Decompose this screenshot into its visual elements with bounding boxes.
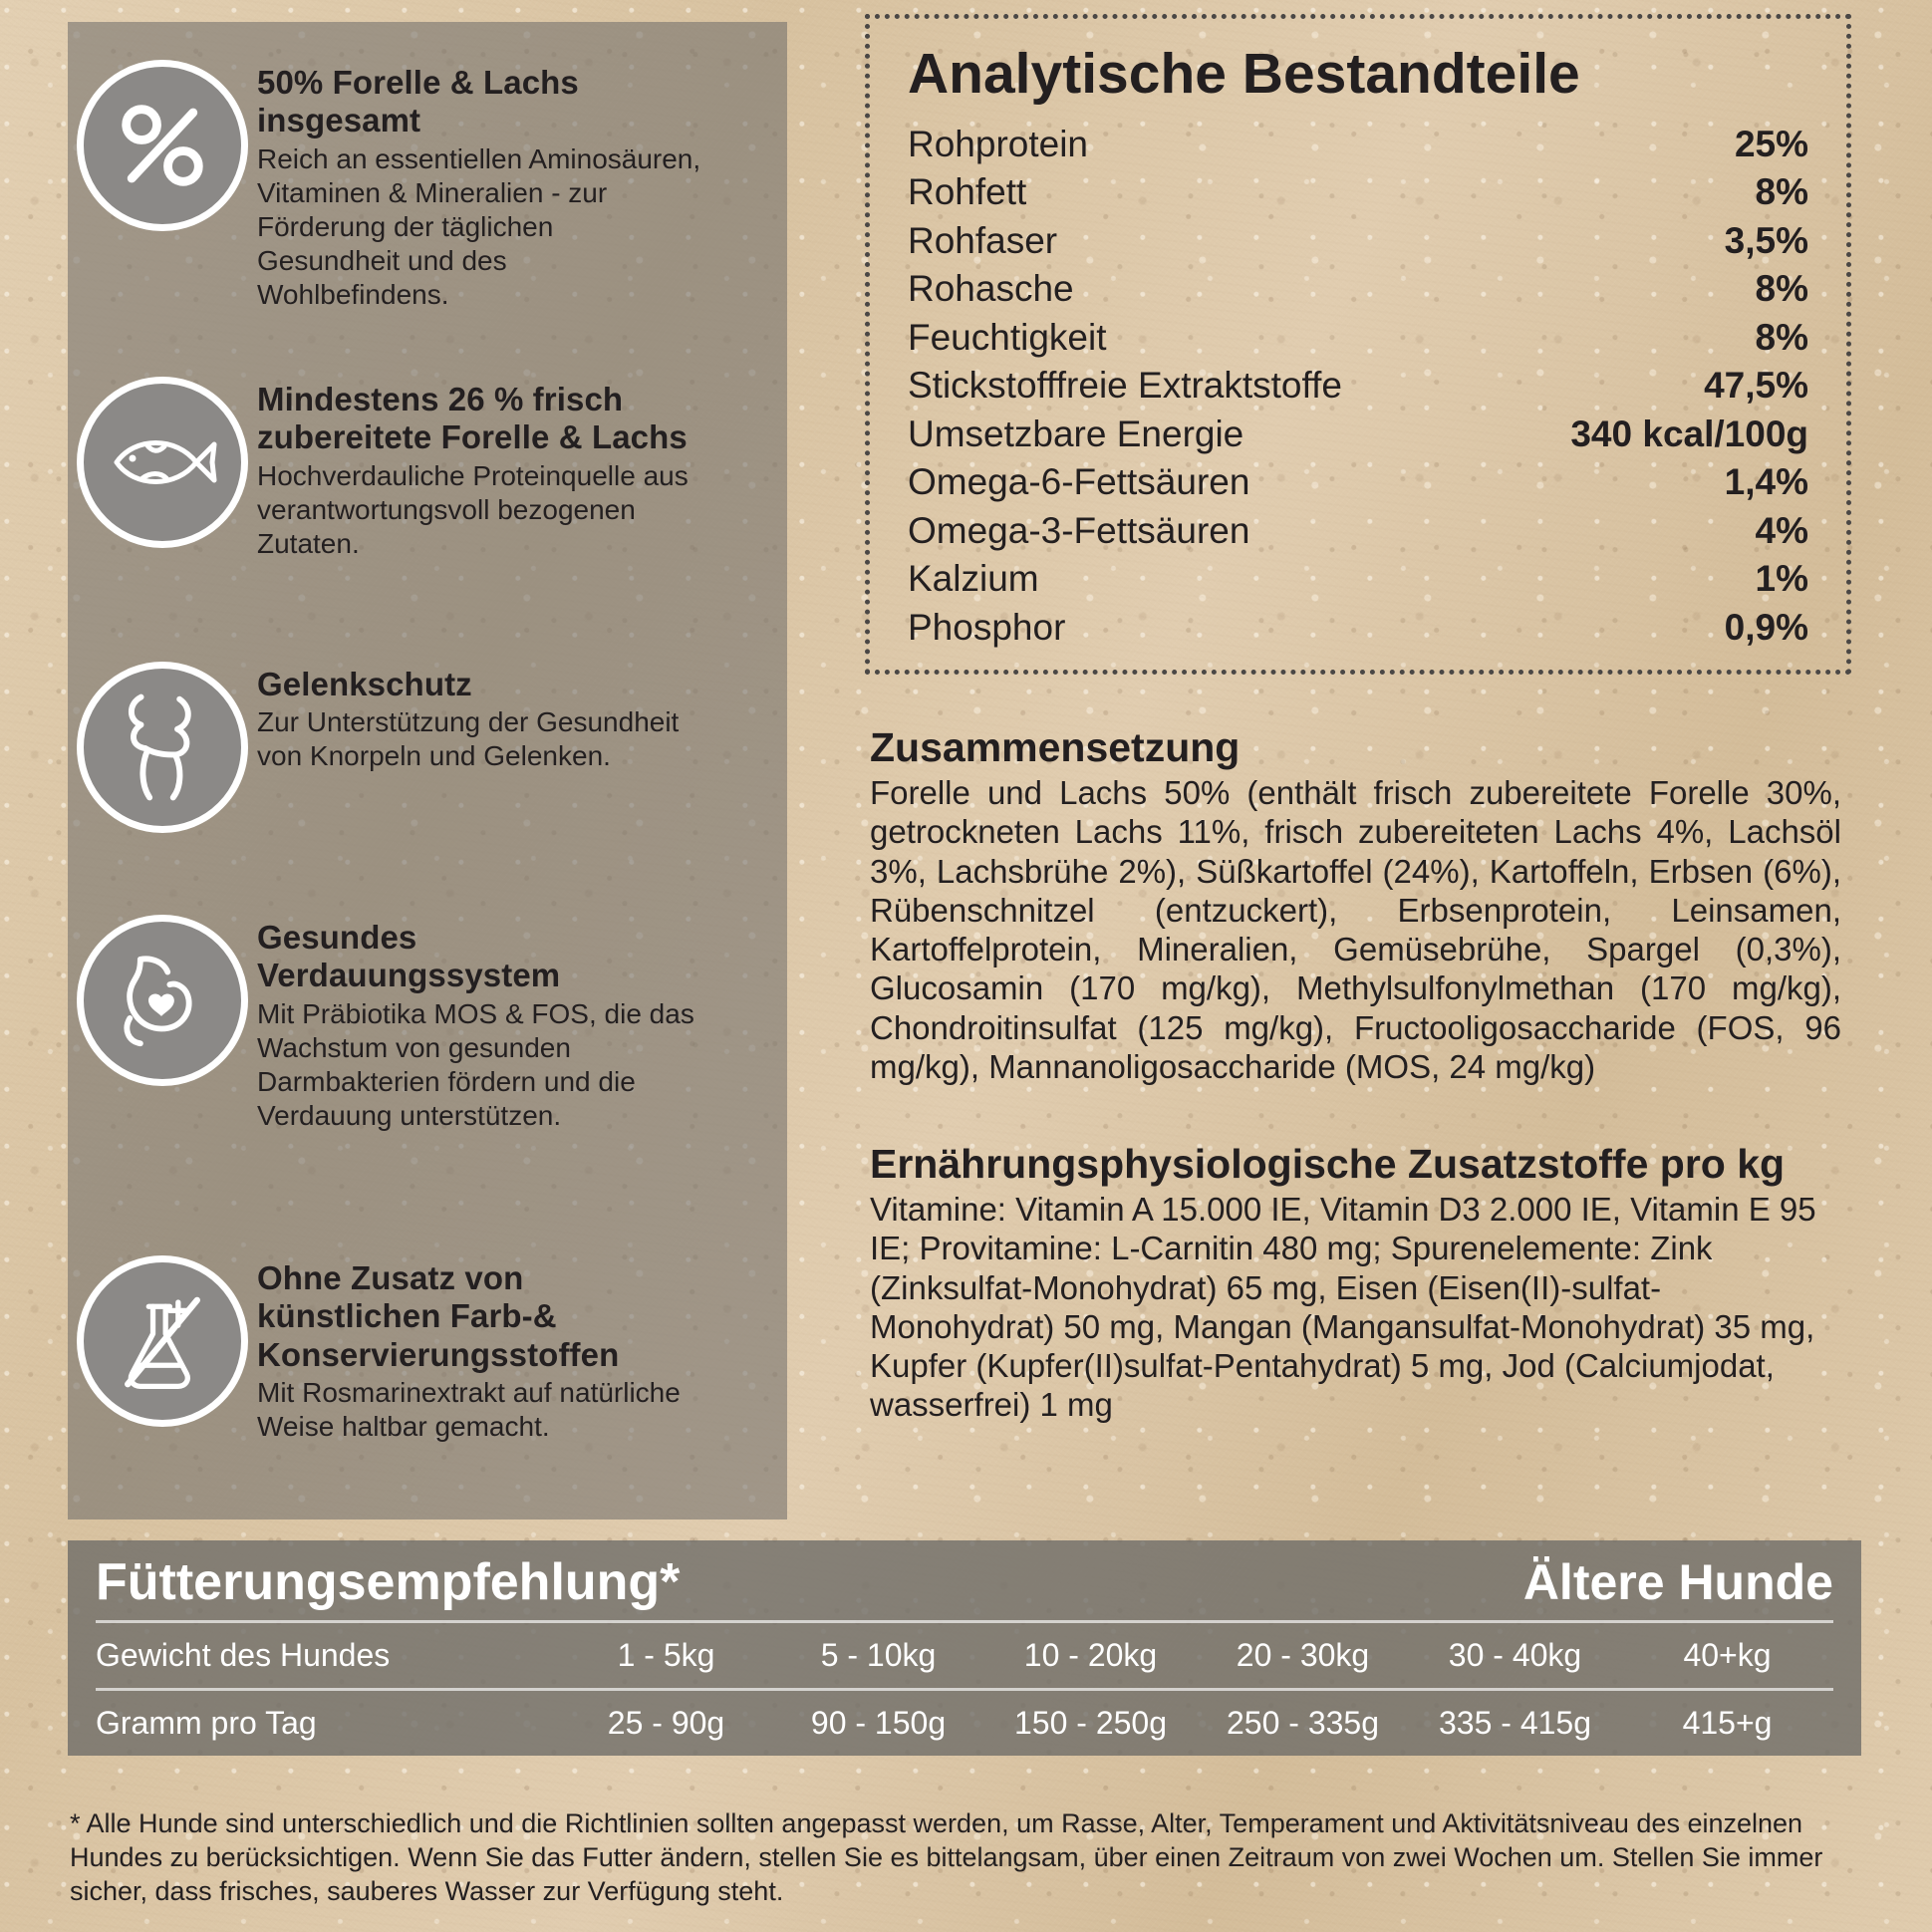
table-row [900,265,1816,313]
stomach-heart-icon [77,915,248,1086]
benefit-title: Gesundes Verdauungssystem [257,919,561,994]
nutrient-label: Omega-6-Fettsäuren [908,461,1250,503]
feeding-guide-table [68,1540,1861,1756]
percent-icon-wrap [68,54,257,231]
nutrient-label: Rohasche [908,268,1074,310]
benefit-text [257,371,787,561]
joint-icon-wrap [68,656,257,833]
table-cell: 335 - 415g [1438,1705,1591,1741]
table-row [900,604,1816,652]
benefit-item-digestion [68,909,787,1133]
composition-title: Zusammensetzung [870,724,1241,770]
benefit-title: Ohne Zusatz von künstlichen Farb-& Konservierungsstoffen [257,1259,620,1373]
table-cell: 40+kg [1683,1637,1772,1673]
benefit-title: Gelenkschutz [257,666,472,702]
nutrient-value: 0,9% [1724,606,1808,648]
nutrient-value: 8% [1755,268,1808,310]
weight-cells [560,1637,1833,1674]
table-row [900,314,1816,362]
table-row [900,168,1816,216]
analytical-constituents-box [865,14,1851,675]
table-row [900,217,1816,265]
table-row-grams [68,1691,1861,1756]
table-cell: 5 - 10kg [820,1637,937,1673]
table-cell: 150 - 250g [1013,1705,1167,1741]
table-cell: 90 - 150g [810,1705,947,1741]
nutrient-value: 1,4% [1724,461,1808,503]
additives-title: Ernährungsphysiologische Zusatzstoffe pro kg [870,1141,1786,1187]
analytical-title: Analytische Bestandteile [908,42,1580,106]
benefit-item-percentage [68,54,787,312]
grams-row-label: Gramm pro Tag [96,1705,317,1741]
nutrient-value: 47,5% [1704,365,1808,407]
nutrient-label: Rohprotein [908,123,1089,164]
benefit-desc: Reich an essentiellen Aminosäuren, Vitaminen & Mineralien - zur Förderung der täglichen Gesundheit und des Wohlbefindens. [257,142,701,311]
table-row [900,507,1816,555]
nutrient-label: Phosphor [908,606,1066,648]
table-cell: 20 - 30kg [1236,1637,1370,1673]
feeding-header [68,1540,1861,1620]
nutrient-value: 1% [1755,558,1808,600]
grams-cells [560,1705,1833,1742]
benefit-item-fresh-fish [68,371,787,561]
benefits-panel [68,22,787,1519]
table-row [900,411,1816,458]
benefit-text [257,54,787,312]
footnote-text: * Alle Hunde sind unterschiedlich und die Richtlinien sollten angepasst werden, um Rasse, Alter, Temperament und Aktivitätsniveau des einzelnen Hundes zu berücksichtigen. Wenn Sie das Futter ändern, stellen Sie es bittelangsam, über einen Zeitraum von zwei Wochen um. Stellen Sie immer sicher, dass frisches, sauberes Wasser zur Verfügung steht. [70,1808,1823,1906]
table-cell: 250 - 335g [1226,1705,1379,1741]
table-row-weight [68,1623,1861,1688]
fish-icon [77,377,248,548]
nutrient-label: Kalzium [908,558,1039,600]
percent-icon [77,60,248,231]
composition-body: Forelle und Lachs 50% (enthält frisch zubereitete Forelle 30%, getrockneten Lachs 11%, frisch zubereiteten Lachs 4%, Lachsöl 3%, Lachsbrühe 2%), Süßkartoffel (24%), Kartoffeln, Erbsen (6%), Rübenschnitzel (entzuckert), Erbsenprotein, Leinsamen, Kartoffelprotein, Mineralien, Gemüsebrühe, Spargel (0,3%), Glucosamin (170 mg/kg), Methylsulfonylmethan (170 mg/kg), Chondroitinsulfat (125 mg/kg), Fructooligosaccharide (FOS, 96 mg/kg), Mannanoligosaccharide (MOS, 24 mg/kg) [870,774,1841,1085]
benefit-desc: Hochverdauliche Proteinquelle aus verantwortungsvoll bezogenen Zutaten. [257,459,689,559]
benefit-desc: Zur Unterstützung der Gesundheit von Knorpeln und Gelenken. [257,706,680,772]
benefit-item-joint-care [68,656,787,833]
composition-section [870,724,1841,1086]
joint-icon [77,662,248,833]
benefit-title: 50% Forelle & Lachs insgesamt [257,64,579,139]
fish-icon-wrap [68,371,257,548]
benefit-desc: Mit Rosmarinextrakt auf natürliche Weise haltbar gemacht. [257,1376,681,1442]
nutrient-label: Feuchtigkeit [908,316,1107,358]
feeding-segment-label: Ältere Hunde [1522,1554,1833,1610]
nutrient-value: 8% [1755,316,1808,358]
nutrient-value: 25% [1734,123,1808,164]
benefit-text [257,1249,787,1444]
nutrient-value: 3,5% [1724,219,1808,261]
benefit-text [257,909,787,1133]
nutrient-value: 4% [1755,509,1808,551]
nutrient-label: Stickstofffreie Extraktstoffe [908,365,1342,407]
nutrient-label: Umsetzbare Energie [908,413,1244,454]
table-cell: 25 - 90g [607,1705,725,1741]
nutrient-label: Omega-3-Fettsäuren [908,509,1250,551]
table-cell: 415+g [1682,1705,1773,1741]
weight-row-label: Gewicht des Hundes [96,1637,391,1673]
no-chemicals-flask-icon [77,1255,248,1427]
table-row [900,362,1816,410]
feeding-title: Fütterungsempfehlung* [96,1553,681,1611]
benefit-desc: Mit Präbiotika MOS & FOS, die das Wachstum von gesunden Darmbakterien fördern und die Verdauung unterstützen. [257,997,694,1131]
table-row [900,555,1816,603]
benefit-title: Mindestens 26 % frisch zubereitete Forelle & Lachs [257,381,688,456]
nutrient-value: 340 kcal/100g [1570,413,1808,454]
nutrient-label: Rohfett [908,171,1027,213]
benefit-item-no-artificial [68,1249,787,1444]
table-cell: 30 - 40kg [1448,1637,1582,1673]
benefit-text [257,656,787,774]
table-row [900,458,1816,506]
nutrient-label: Rohfaser [908,219,1058,261]
nutrient-value: 8% [1755,171,1808,213]
additives-body: Vitamine: Vitamin A 15.000 IE, Vitamin D3 2.000 IE, Vitamin E 95 IE; Provitamine: L-Carnitin 480 mg; Spurenelemente: Zink (Zinksulfat-Monohydrat) 65 mg, Eisen (Eisen(II)-sulfat-Monohydrat) 50 mg, Mangan (Mangansulfat-Monohydrat) 35 mg, Kupfer (Kupfer(II)sulfat-Pentahydrat) 5 mg, Jod (Calciumjodat, wasserfrei) 1 mg [870,1191,1816,1424]
no-chemicals-flask-icon-wrap [68,1249,257,1427]
table-row [900,121,1816,168]
table-cell: 1 - 5kg [617,1637,715,1673]
stomach-heart-icon-wrap [68,909,257,1086]
table-cell: 10 - 20kg [1023,1637,1158,1673]
additives-section [870,1141,1841,1425]
